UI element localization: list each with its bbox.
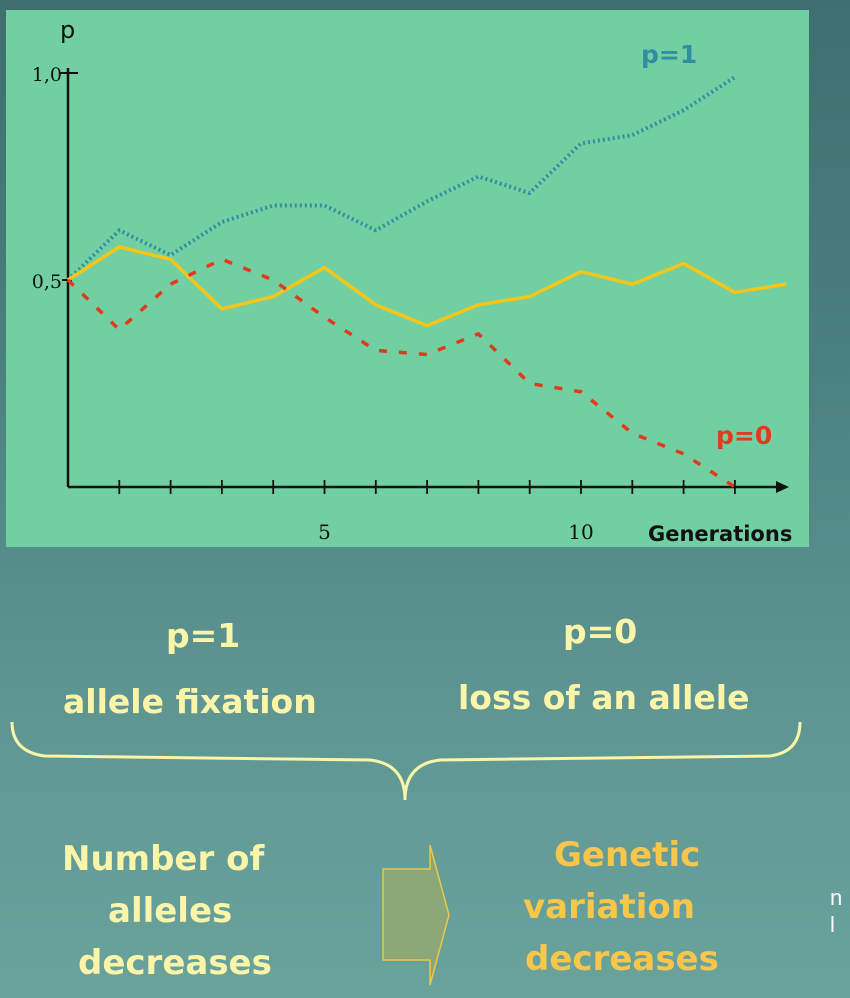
y-axis-label: p [60,16,76,44]
fixation-caption-p: p=1 [166,616,241,655]
x-tick-label: 5 [318,520,331,544]
p0-series-label: p=0 [716,421,773,450]
variation-decrease-line2: variation [523,887,695,927]
grouping-brace [12,722,800,800]
loss-caption-p: p=0 [563,612,638,651]
alleles-decrease-line2: alleles [108,891,233,931]
variation-decrease-line1: Genetic [554,835,701,875]
x-tick-label: 10 [568,520,594,544]
edge-text-1: n [830,885,843,910]
edge-text-2: l [830,912,835,937]
alleles-decrease-line1: Number of [62,839,265,879]
x-axis-label: Generations [648,522,793,546]
p1-series-label: p=1 [641,40,698,69]
arrow-icon [383,845,449,985]
variation-decrease-line3: decreases [525,939,719,979]
loss-caption-text: loss of an allele [458,678,750,717]
alleles-decrease-line3: decreases [78,943,272,983]
y-tick-label: 1,0 [31,64,62,86]
fixation-caption-text: allele fixation [63,682,317,721]
y-tick-label: 0,5 [31,271,62,293]
